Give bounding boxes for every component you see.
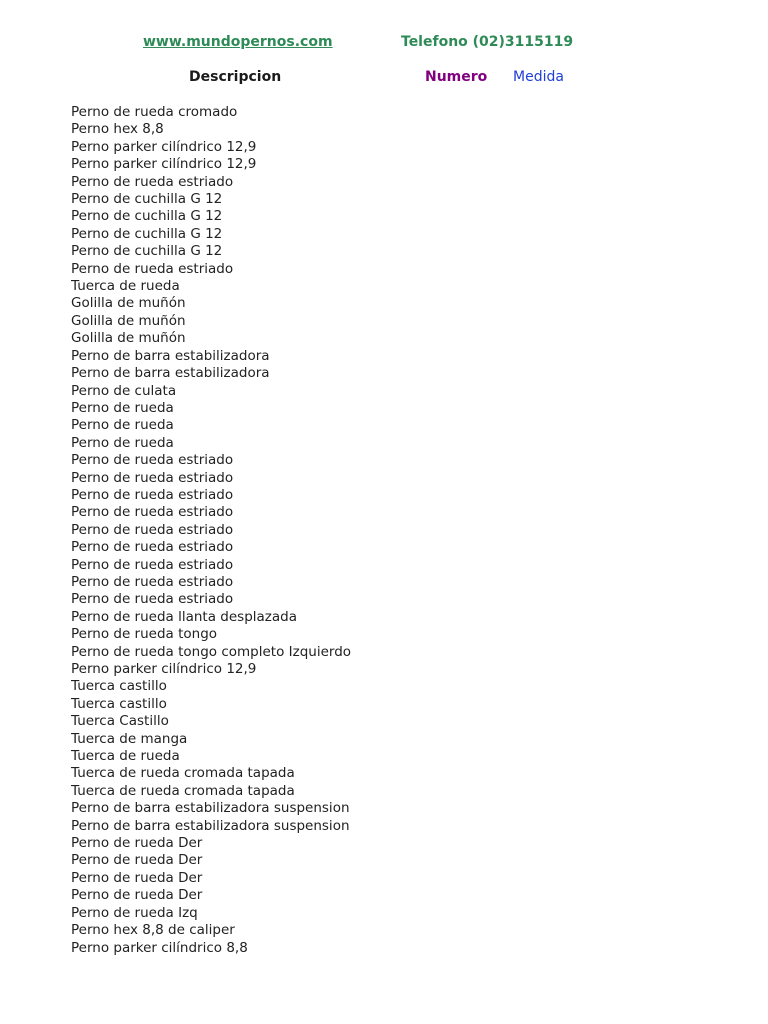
row-description: Perno de barra estabilizadora [71, 365, 270, 382]
table-row [0, 870, 600, 887]
table-row [0, 940, 600, 957]
product-list [0, 104, 600, 957]
table-row [0, 800, 600, 817]
table-row [0, 609, 600, 626]
table-row [0, 348, 600, 365]
row-description: Golilla de muñón [71, 330, 186, 347]
row-description: Golilla de muñón [71, 312, 186, 329]
table-row [0, 539, 600, 556]
row-description: Perno de rueda estriado [71, 486, 234, 503]
row-description: Perno de rueda Der [71, 835, 203, 852]
row-description: Perno de rueda Der [71, 852, 203, 869]
row-description: Perno de rueda tongo [71, 626, 218, 643]
table-row [0, 191, 600, 208]
row-description: Tuerca castillo [71, 695, 167, 712]
row-description: Perno de rueda estriado [71, 591, 234, 608]
row-description: Perno hex 8,8 de caliper [71, 922, 235, 939]
row-description: Perno de rueda Der [71, 869, 203, 886]
table-row [0, 470, 600, 487]
row-description: Perno de culata [71, 382, 177, 399]
table-row [0, 121, 600, 138]
table-row [0, 626, 600, 643]
row-description: Perno de rueda estriado [71, 539, 234, 556]
table-row [0, 104, 600, 121]
row-description: Perno de rueda llanta desplazada [71, 608, 297, 625]
row-description: Perno de rueda [71, 434, 174, 451]
table-row [0, 678, 600, 695]
table-row [0, 452, 600, 469]
row-description: Perno de cuchilla G 12 [71, 225, 223, 242]
row-description: Perno de rueda estriado [71, 556, 234, 573]
table-row [0, 783, 600, 800]
table-row [0, 383, 600, 400]
table-row [0, 852, 600, 869]
table-row [0, 243, 600, 260]
table-row [0, 417, 600, 434]
row-description: Perno de rueda Izq [71, 904, 198, 921]
table-row [0, 504, 600, 521]
table-row [0, 208, 600, 225]
table-row [0, 487, 600, 504]
row-description: Perno parker cilíndrico 8,8 [71, 939, 248, 956]
row-description: Perno de barra estabilizadora [71, 347, 270, 364]
row-description: Perno hex 8,8 [71, 121, 164, 138]
row-description: Perno de rueda Der [71, 887, 203, 904]
table-row [0, 174, 600, 191]
row-description: Tuerca Castillo [71, 713, 169, 730]
table-row [0, 278, 600, 295]
table-row [0, 644, 600, 661]
table-row [0, 400, 600, 417]
row-description: Perno de cuchilla G 12 [71, 243, 223, 260]
phone-number: Telefono (02)3115119 [401, 34, 574, 50]
row-description: Golilla de muñón [71, 295, 186, 312]
table-row [0, 435, 600, 452]
row-description: Tuerca castillo [71, 678, 167, 695]
row-description: Perno de rueda estriado [71, 573, 234, 590]
table-row [0, 261, 600, 278]
row-description: Perno parker cilíndrico 12,9 [71, 138, 257, 155]
table-row [0, 748, 600, 765]
table-row [0, 818, 600, 835]
table-row [0, 661, 600, 678]
row-description: Tuerca de rueda cromada tapada [71, 765, 295, 782]
table-row [0, 922, 600, 939]
table-row [0, 522, 600, 539]
table-row [0, 713, 600, 730]
table-row [0, 156, 600, 173]
website-link[interactable]: www.mundopernos.com [143, 34, 333, 50]
table-row [0, 226, 600, 243]
row-description: Tuerca de rueda cromada tapada [71, 782, 295, 799]
table-row [0, 591, 600, 608]
table-row [0, 905, 600, 922]
row-description: Perno de barra estabilizadora suspension [71, 817, 350, 834]
row-description: Tuerca de rueda [71, 278, 180, 295]
table-row [0, 574, 600, 591]
row-description: Perno de rueda estriado [71, 469, 234, 486]
row-description: Perno de rueda tongo completo Izquierdo [71, 643, 352, 660]
table-row [0, 887, 600, 904]
row-description: Perno de rueda estriado [71, 173, 234, 190]
table-row [0, 696, 600, 713]
row-description: Perno parker cilíndrico 12,9 [71, 156, 257, 173]
column-header-descripcion: Descripcion [189, 69, 282, 85]
table-row [0, 557, 600, 574]
table-row [0, 365, 600, 382]
row-description: Perno de rueda estriado [71, 521, 234, 538]
row-description: Perno de barra estabilizadora suspension [71, 800, 350, 817]
column-header-medida: Medida [513, 69, 564, 85]
row-description: Perno de rueda [71, 399, 174, 416]
table-row [0, 139, 600, 156]
row-description: Tuerca de rueda [71, 748, 180, 765]
row-description: Perno de rueda estriado [71, 504, 234, 521]
table-row [0, 330, 600, 347]
row-description: Perno de cuchilla G 12 [71, 191, 223, 208]
row-description: Perno parker cilíndrico 12,9 [71, 661, 257, 677]
table-row [0, 765, 600, 782]
table-row [0, 295, 600, 312]
row-description: Perno de rueda [71, 417, 174, 434]
table-row [0, 731, 600, 748]
table-row [0, 313, 600, 330]
row-description: Perno de cuchilla G 12 [71, 208, 223, 225]
column-header-numero: Numero [425, 69, 488, 85]
table-row [0, 835, 600, 852]
row-description: Tuerca de manga [71, 730, 188, 747]
row-description: Perno de rueda estriado [71, 260, 234, 277]
row-description: Perno de rueda cromado [71, 104, 238, 120]
row-description: Perno de rueda estriado [71, 452, 234, 469]
